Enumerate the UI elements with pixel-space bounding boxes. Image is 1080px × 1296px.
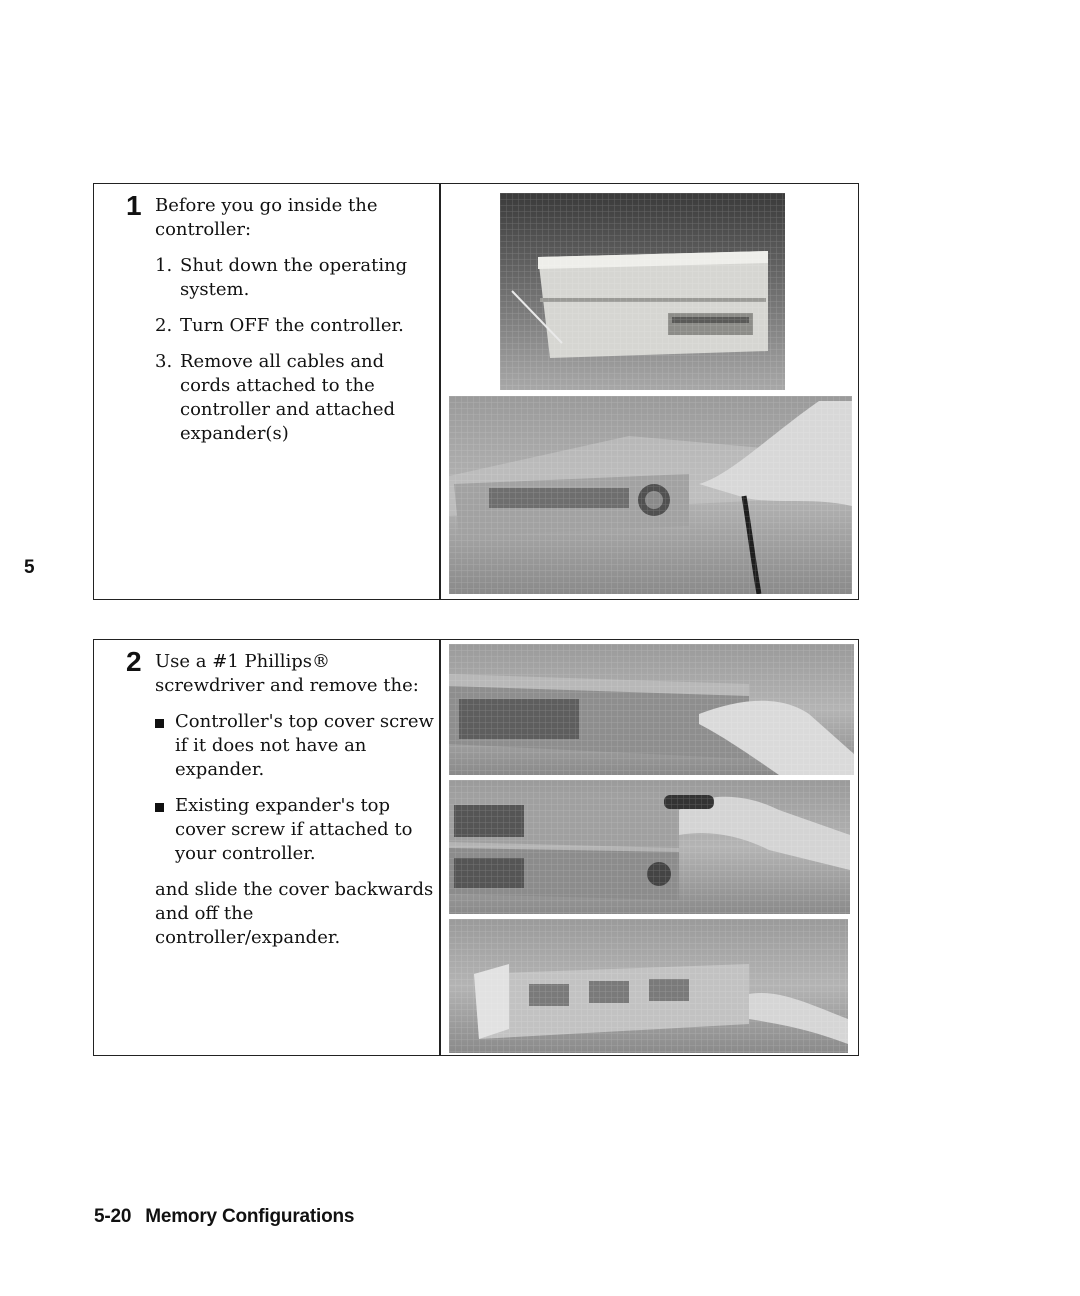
- cable-removal-photo: [449, 396, 852, 594]
- slide-cover-off-photo: [449, 919, 848, 1053]
- list-item: Controller's top cover screw if it does not have an expander.: [155, 710, 437, 782]
- step-2-list: [155, 710, 437, 866]
- step-1-list: [155, 254, 437, 446]
- step-intro: Before you go inside the controller:: [155, 195, 378, 240]
- step-number: 2: [126, 646, 142, 677]
- expander-cover-photo: [449, 780, 850, 914]
- step-intro: Use a #1 Phillips® screwdriver and remove the:: [155, 651, 419, 696]
- list-item: 2. Turn OFF the controller.: [155, 315, 404, 336]
- page-footer: [94, 1206, 354, 1228]
- page-number: 5-20: [94, 1206, 132, 1227]
- step-1-text: [155, 194, 437, 458]
- column-divider: [439, 184, 441, 599]
- column-divider: [439, 640, 441, 1055]
- step-1-box: [93, 183, 859, 600]
- footer-title: Memory Configurations: [145, 1206, 355, 1227]
- list-item: 1. Shut down the operating system.: [155, 255, 408, 300]
- list-item: 3. Remove all cables and cords attached to the controller and attached expander(s): [155, 351, 396, 444]
- top-cover-screw-photo: [449, 644, 854, 775]
- step-2-text: [155, 650, 437, 962]
- controller-front-photo: [500, 193, 785, 390]
- step-outro: and slide the cover backwards and off the controller/expander.: [155, 879, 434, 948]
- bullet-icon: [155, 719, 164, 728]
- step-2-box: [93, 639, 859, 1056]
- list-item: Existing expander's top cover screw if attached to your controller.: [155, 794, 437, 866]
- bullet-icon: [155, 803, 164, 812]
- step-number: 1: [126, 190, 142, 221]
- chapter-tab: 5: [24, 557, 35, 578]
